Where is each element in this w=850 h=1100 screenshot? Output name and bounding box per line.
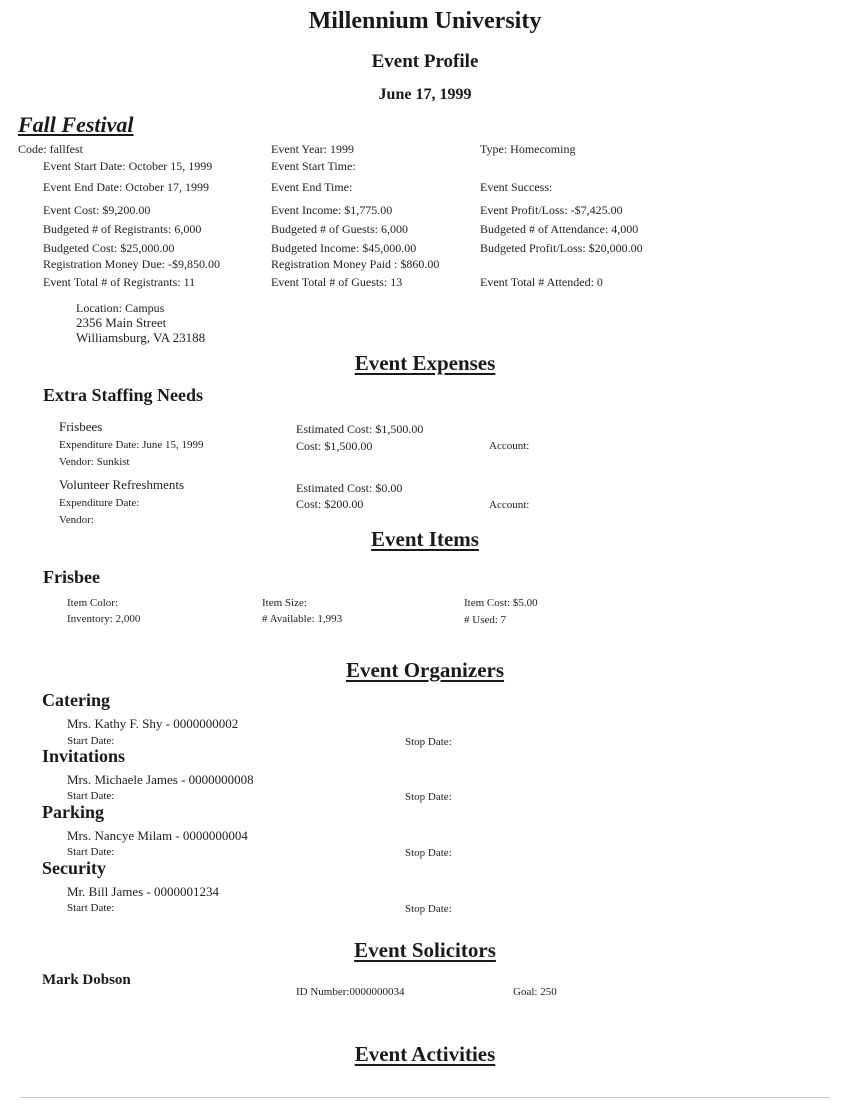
event-type: Type: Homecoming — [480, 142, 576, 156]
registration-money-paid: Registration Money Paid : $860.00 — [271, 257, 440, 271]
budgeted-registrants: Budgeted # of Registrants: 6,000 — [43, 222, 202, 236]
organizer-start-date: Start Date: — [67, 902, 115, 914]
event-start-date: Event Start Date: October 15, 1999 — [43, 159, 213, 173]
organizer-role: Security — [42, 858, 106, 878]
total-guests: Event Total # of Guests: 13 — [271, 275, 403, 289]
item-size: Item Size: — [262, 597, 307, 609]
event-income: Event Income: $1,775.00 — [271, 203, 393, 217]
expense-cost: Cost: $1,500.00 — [296, 439, 373, 453]
organizer-person: Mrs. Michaele James - 0000000008 — [67, 772, 254, 787]
organizer-stop-date: Stop Date: — [405, 847, 452, 859]
item-color: Item Color: — [67, 597, 119, 609]
expense-estimated-cost: Estimated Cost: $0.00 — [296, 481, 403, 495]
location-label: Location: Campus — [76, 301, 165, 315]
expense-date: Expenditure Date: — [59, 497, 140, 509]
total-registrants: Event Total # of Registrants: 11 — [43, 275, 196, 289]
organizer-person: Mrs. Kathy F. Shy - 0000000002 — [67, 716, 239, 731]
solicitor-name: Mark Dobson — [42, 972, 131, 988]
budgeted-profit-loss: Budgeted Profit/Loss: $20,000.00 — [480, 241, 643, 255]
event-cost: Event Cost: $9,200.00 — [43, 203, 151, 217]
expense-category: Extra Staffing Needs — [43, 385, 203, 405]
event-name: Fall Festival — [18, 112, 134, 137]
event-code: Code: fallfest — [18, 142, 83, 156]
event-success: Event Success: — [480, 180, 553, 194]
budgeted-income: Budgeted Income: $45,000.00 — [271, 241, 417, 255]
expense-cost: Cost: $200.00 — [296, 497, 364, 511]
registration-money-due: Registration Money Due: -$9,850.00 — [43, 257, 220, 271]
organizer-person: Mr. Bill James - 0000001234 — [67, 884, 220, 899]
expense-item-name: Volunteer Refreshments — [59, 477, 185, 492]
organizers-section-title: Event Organizers — [345, 658, 505, 682]
expense-account: Account: — [489, 499, 530, 511]
organizer-role: Parking — [42, 802, 105, 822]
expense-account: Account: — [489, 440, 530, 452]
organizer-role: Catering — [42, 690, 110, 710]
print-date: June 17, 1999 — [378, 86, 472, 103]
event-end-time: Event End Time: — [271, 180, 353, 194]
item-name: Frisbee — [43, 567, 100, 587]
solicitor-id: ID Number:0000000034 — [296, 986, 405, 998]
organizer-role: Invitations — [42, 746, 126, 766]
solicitors-section-title: Event Solicitors — [354, 938, 496, 962]
item-available: # Available: 1,993 — [262, 613, 343, 625]
item-used: # Used: 7 — [464, 614, 507, 626]
university-title: Millennium University — [308, 8, 542, 34]
location-city: Williamsburg, VA 23188 — [76, 330, 206, 345]
expenses-section-title: Event Expenses — [354, 351, 496, 375]
event-start-time: Event Start Time: — [271, 159, 356, 173]
item-cost: Item Cost: $5.00 — [464, 597, 538, 609]
document-title: Event Profile — [371, 51, 479, 72]
item-inventory: Inventory: 2,000 — [67, 613, 141, 625]
organizer-stop-date: Stop Date: — [405, 791, 452, 803]
location-street: 2356 Main Street — [76, 315, 167, 330]
organizer-start-date: Start Date: — [67, 790, 115, 802]
event-end-date: Event End Date: October 17, 1999 — [43, 180, 209, 194]
organizer-person: Mrs. Nancye Milam - 0000000004 — [67, 828, 248, 843]
budgeted-cost: Budgeted Cost: $25,000.00 — [43, 241, 175, 255]
expense-date: Expenditure Date: June 15, 1999 — [59, 439, 204, 451]
organizer-stop-date: Stop Date: — [405, 903, 452, 915]
expense-vendor: Vendor: — [59, 514, 94, 526]
expense-item-name: Frisbees — [59, 419, 103, 434]
budgeted-attendance: Budgeted # of Attendance: 4,000 — [480, 222, 639, 236]
budgeted-guests: Budgeted # of Guests: 6,000 — [271, 222, 408, 236]
organizer-start-date: Start Date: — [67, 846, 115, 858]
activities-section-title: Event Activities — [354, 1042, 496, 1066]
total-attended: Event Total # Attended: 0 — [480, 275, 603, 289]
page-edge-line — [20, 1097, 830, 1098]
expense-estimated-cost: Estimated Cost: $1,500.00 — [296, 422, 424, 436]
event-year: Event Year: 1999 — [271, 142, 354, 156]
organizer-start-date: Start Date: — [67, 735, 115, 747]
organizer-stop-date: Stop Date: — [405, 736, 452, 748]
expense-vendor: Vendor: Sunkist — [59, 456, 130, 468]
event-profit-loss: Event Profit/Loss: -$7,425.00 — [480, 203, 623, 217]
items-section-title: Event Items — [371, 527, 479, 551]
solicitor-goal: Goal: 250 — [513, 986, 557, 998]
